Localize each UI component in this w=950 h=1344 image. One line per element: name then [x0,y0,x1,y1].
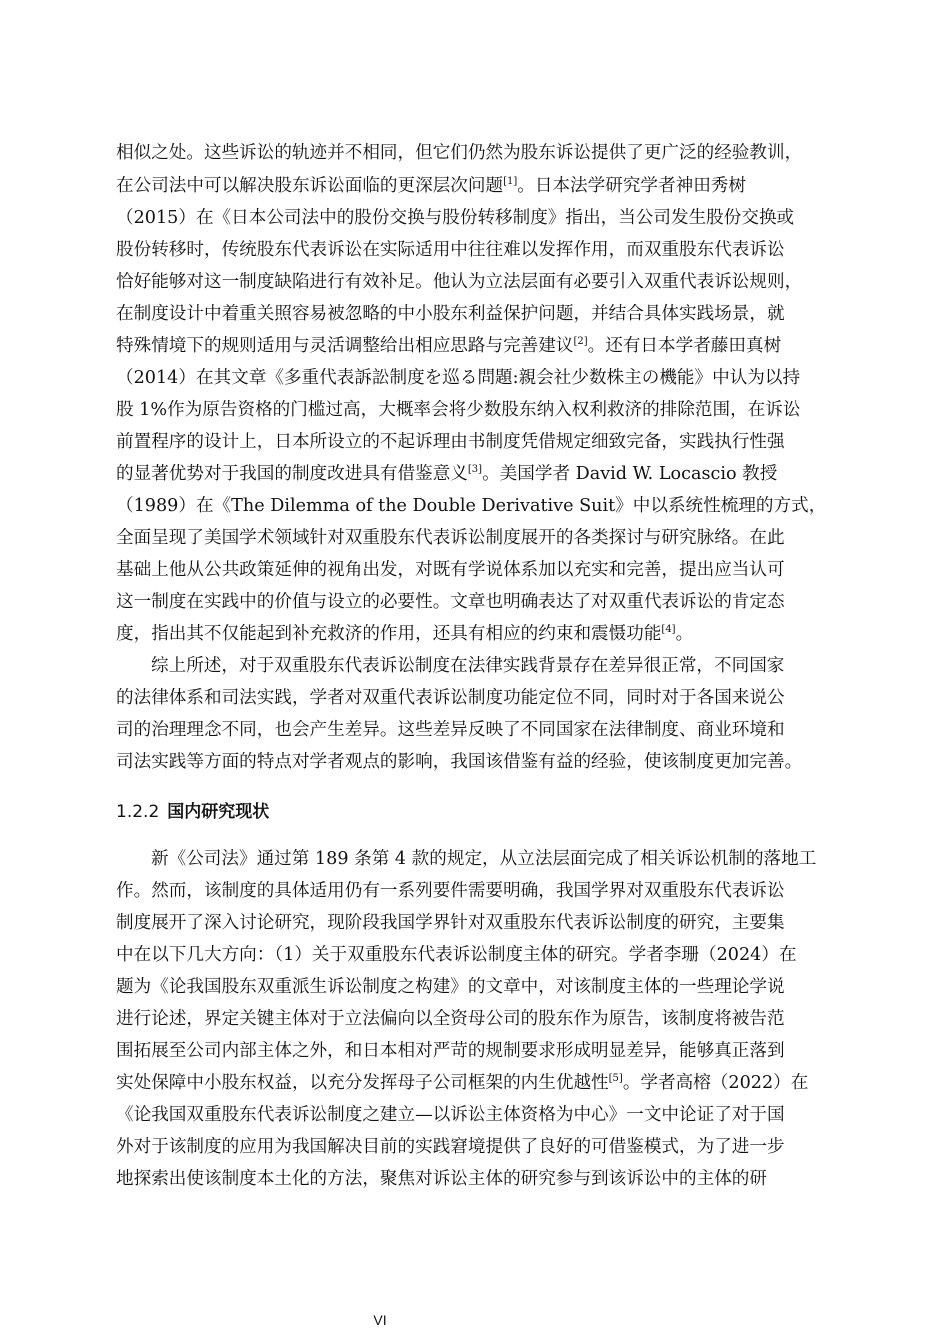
text-line [116,427,860,457]
text-line [116,1036,860,1066]
text-line [116,1068,860,1098]
text-span: 新《公司法》通过第 189 条第 4 款的规定，从立法层面完成了相关诉讼机制的落地工 [151,849,817,869]
text-span: 股 1%作为原告资格的门槛过高，大概率会将少数股东纳入权利救济的排除范围，在诉讼 [116,400,801,420]
text-line [116,138,860,168]
text-line [116,523,860,553]
text-span: 制度展开了深入讨论研究，现阶段我国学界针对双重股东代表诉讼制度的研究，主要集 [116,913,785,933]
text-line [116,972,860,1002]
text-line [151,844,860,874]
text-span: 进行论述，界定关键主体对于立法偏向以全资母公司的股东作为原告，该制度将被告范 [116,1009,785,1029]
text-line [116,235,860,265]
text-span: 度，指出其不仅能起到补充救济的作用，还具有相应的约束和震慑功能 [116,624,662,644]
text-span: 。学者高榕（2022）在 [622,1073,809,1093]
text-span: 地探索出使该制度本土化的方法，聚焦对诉讼主体的研究参与到该诉讼中的主体的研 [116,1169,767,1189]
text-span: 前置程序的设计上，日本所设立的不起诉理由书制度凭借规定细致完备，实践执行性强 [116,432,785,452]
text-line [116,331,860,361]
text-line [116,1004,860,1034]
section-title: 国内研究现状 [167,802,270,822]
text-line [116,555,860,585]
citation-ref: [1] [503,176,518,187]
text-line [116,587,860,617]
text-line [116,1100,860,1130]
text-span: 。美国学者 David W. Locascio 教授 [482,464,778,484]
text-line [116,267,860,297]
text-line [116,459,860,489]
text-line [116,876,860,906]
text-line [116,683,860,713]
section-heading [116,797,269,827]
text-span: 的显著优势对于我国的制度改进具有借鉴意义 [116,464,468,484]
text-span: 在公司法中可以解决股东诉讼面临的更深层次问题 [116,176,504,196]
citation-ref: [3] [467,464,483,475]
citation-ref: [4] [661,624,676,635]
text-span: 股份转移时，传统股东代表诉讼在实际适用中往往难以发挥作用，而双重股东代表诉讼 [116,240,785,260]
text-span: 外对于该制度的应用为我国解决目前的实践窘境提供了良好的可借鉴模式，为了进一步 [116,1137,785,1157]
text-span: 相似之处。这些诉讼的轨迹并不相同，但它们仍然为股东诉讼提供了更广泛的经验教训， [116,143,803,163]
text-span: 《论我国双重股东代表诉讼制度之建立—以诉讼主体资格为中心》一文中论证了对于国 [116,1105,785,1125]
text-span: 司的治理理念不同，也会产生差异。这些差异反映了不同国家在法律制度、商业环境和 [116,720,785,740]
text-span: 。 [675,624,694,644]
text-line [116,1164,860,1194]
text-span: 恰好能够对这一制度缺陷进行有效补足。他认为立法层面有必要引入双重代表诉讼规则， [116,272,803,292]
text-span: （2014）在其文章《多重代表訴訟制度を巡る問題:親会社少数株主の機能》中认为以持 [116,368,801,388]
text-span: 作。然而，该制度的具体适用仍有一系列要件需要明确，我国学界对双重股东代表诉讼 [116,881,785,901]
text-span: 综上所述，对于双重股东代表诉讼制度在法律实践背景存在差异很正常，不同国家 [151,656,785,676]
text-line [116,619,860,649]
text-line [116,715,860,745]
text-line [116,940,860,970]
text-line [116,299,860,329]
text-span: 围拓展至公司内部主体之外，和日本相对严苛的规制要求形成明显差异，能够真正落到 [116,1041,785,1061]
text-span: 特殊情境下的规则适用与灵活调整给出相应思路与完善建议 [116,336,574,356]
text-span: 司法实践等方面的特点对学者观点的影响，我国该借鉴有益的经验，使该制度更加完善。 [116,752,803,772]
text-span: 题为《论我国股东双重派生诉讼制度之构建》的文章中，对该制度主体的一些理论学说 [116,977,785,997]
text-line [116,908,860,938]
text-span: 中在以下几大方向：（1）关于双重股东代表诉讼制度主体的研究。学者李珊（2024）在 [116,945,797,965]
text-line [116,363,860,393]
text-span: 的法律体系和司法实践，学者对双重代表诉讼制度功能定位不同，同时对于各国来说公 [116,688,785,708]
text-span: 全面呈现了美国学术领域针对双重股东代表诉讼制度展开的各类探讨与研究脉络。在此 [116,528,785,548]
text-span: 实处保障中小股东权益，以充分发挥母子公司框架的内生优越性 [116,1073,609,1093]
citation-ref: [2] [573,336,588,347]
text-line [116,203,860,233]
text-line [116,747,860,777]
text-span: （2015）在《日本公司法中的股份交换与股份转移制度》指出，当公司发生股份交换或 [116,208,795,228]
text-line [116,395,860,425]
text-line [151,651,860,681]
section-number: 1.2.2 [116,802,160,822]
text-span: 。日本法学研究学者神田秀树 [517,176,746,196]
text-span: 基础上他从公共政策延伸的视角出发，对既有学说体系加以充实和完善，提出应当认可 [116,560,785,580]
text-line [116,1132,860,1162]
text-span: 在制度设计中着重关照容易被忽略的中小股东利益保护问题，并结合具体实践场景，就 [116,304,785,324]
citation-ref: [5] [608,1073,623,1084]
text-line [116,491,860,521]
text-span: 这一制度在实践中的价值与设立的必要性。文章也明确表达了对双重代表诉讼的肯定态 [116,592,785,612]
page-number: VI [373,1312,387,1328]
text-span: 。还有日本学者藤田真树 [587,336,782,356]
text-line [116,171,860,201]
text-span: （1989）在《The Dilemma of the Double Derivative Suit》中以系统性梳理的方式， [116,496,827,516]
